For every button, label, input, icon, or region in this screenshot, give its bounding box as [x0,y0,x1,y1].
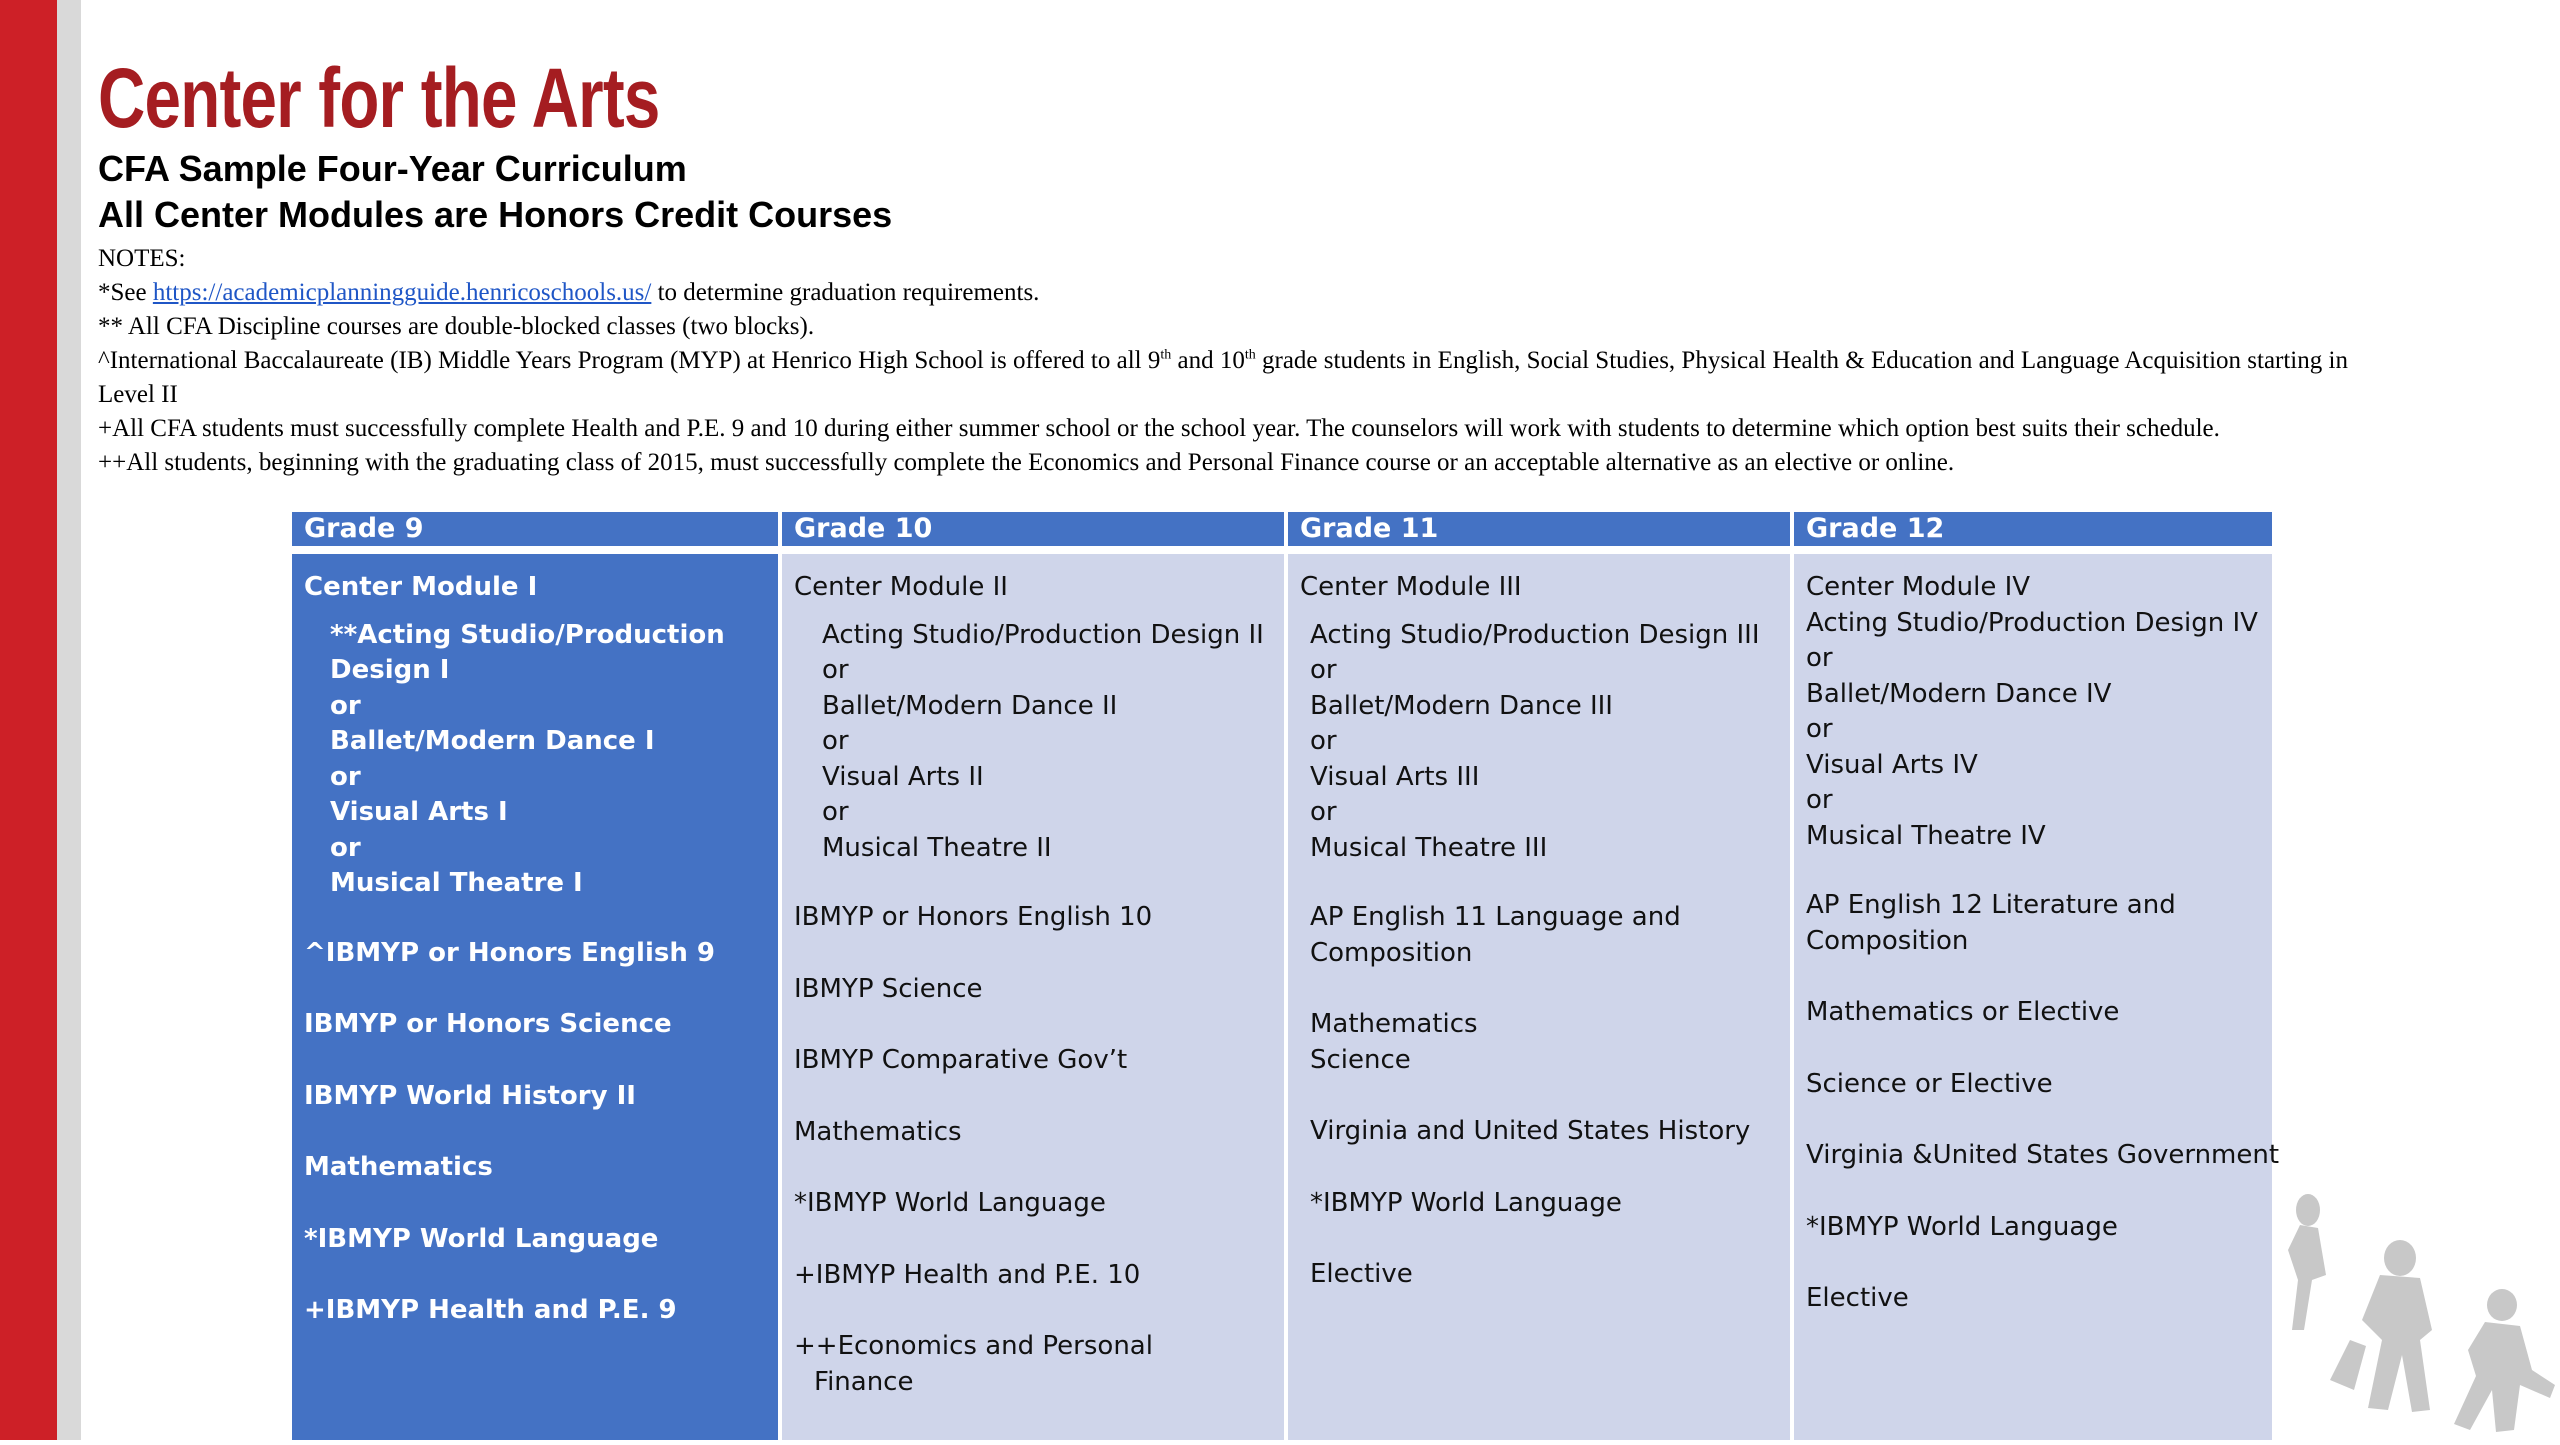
g11-course-language: *IBMYP World Language [1310,1187,1622,1218]
g9-course-history: IBMYP World History II [304,1080,636,1111]
note-3-part-c: grade students in English, Social Studies, Physical Health & Education and Language Acquisition starting in Level II [98,347,2348,408]
g12-course-english: AP English 12 Literature and [1806,890,2176,920]
g9-discipline-dance: Ballet/Modern Dance I [330,726,655,756]
left-red-bar [0,0,57,1440]
g9-course-english: ^IBMYP or Honors English 9 [304,937,715,968]
note-3-sup-1: th [1160,347,1172,363]
note-3-part-a: ^International Baccalaureate (IB) Middle Years Program (MYP) at Henrico High School is offered to all 9 [98,347,1161,374]
g10-course-science: IBMYP Science [794,973,983,1004]
g10-course-health-pe: +IBMYP Health and P.E. 10 [794,1259,1141,1290]
g9-or-2: or [330,761,361,792]
g12-discipline-acting: Acting Studio/Production Design IV [1806,607,2258,638]
g12-or-3: or [1806,785,1833,815]
header-grade-11: Grade 11 [1288,512,1794,546]
g10-course-english: IBMYP or Honors English 10 [794,902,1153,932]
note-1-prefix: *See [98,279,153,306]
header-grade-9: Grade 9 [292,512,782,546]
g11-or-2: or [1310,726,1337,756]
table-body-row [292,554,2280,1440]
g11-discipline-visual-arts: Visual Arts III [1310,761,1480,792]
left-gray-bar [57,0,81,1440]
planning-guide-link[interactable]: https://academicplanningguide.henricoschools.us/ [152,279,652,306]
g9-course-language: *IBMYP World Language [304,1223,659,1254]
g11-course-english: AP English 11 Language and [1310,902,1681,932]
g10-course-language: *IBMYP World Language [794,1188,1106,1218]
notes-label: NOTES: [98,245,186,272]
g9-course-math: Mathematics [304,1152,493,1182]
g11-course-science: Science [1310,1044,1411,1075]
g9-course-science: IBMYP or Honors Science [304,1009,672,1039]
note-1 [98,276,2398,310]
g12-discipline-dance: Ballet/Modern Dance IV [1806,678,2112,709]
g10-course-math: Mathematics [794,1116,962,1147]
g12-course-elective: Elective [1806,1283,1909,1313]
g10-discipline-visual-arts: Visual Arts II [822,761,984,792]
notes-section [98,242,2398,480]
g10-or-1: or [822,655,849,685]
g10-course-economics-cont: Finance [814,1366,914,1397]
g12-course-science: Science or Elective [1806,1068,2053,1099]
header-grade-12: Grade 12 [1794,512,2272,546]
g10-or-3: or [822,797,849,827]
g11-discipline-acting: Acting Studio/Production Design III [1310,619,1760,650]
g12-discipline-visual-arts: Visual Arts IV [1806,749,1978,780]
g10-course-economics: ++Economics and Personal [794,1331,1153,1361]
page-title: Center for the Arts [98,51,660,145]
grade-11-column [1288,554,1794,1440]
g11-discipline-dance: Ballet/Modern Dance III [1310,690,1613,721]
g12-course-language: *IBMYP World Language [1806,1211,2118,1242]
g10-discipline-acting: Acting Studio/Production Design II [822,619,1264,650]
performing-artists-silhouette-icon [2270,1180,2560,1440]
g9-or-3: or [330,832,361,863]
note-3-sup-2: th [1244,347,1256,363]
g11-discipline-musical-theatre: Musical Theatre III [1310,832,1548,863]
g10-discipline-musical-theatre: Musical Theatre II [822,832,1052,863]
curriculum-table [292,512,2280,1440]
g9-or-1: or [330,690,361,721]
g12-or-1: or [1806,643,1833,673]
grade-9-column [292,554,782,1440]
subtitle-curriculum: CFA Sample Four-Year Curriculum [98,148,687,189]
g12-or-2: or [1806,714,1833,744]
g12-course-english-cont: Composition [1806,925,1969,956]
note-1-suffix: to determine graduation requirements. [651,279,1040,306]
g10-or-2: or [822,726,849,756]
g11-course-math: Mathematics [1310,1009,1478,1039]
g9-discipline-acting: **Acting Studio/Production [330,619,725,650]
g10-course-government: IBMYP Comparative Gov’t [794,1045,1128,1075]
g10-discipline-dance: Ballet/Modern Dance II [822,690,1118,721]
note-2: ** All CFA Discipline courses are double-blocked classes (two blocks). [98,313,815,340]
g11-course-history: Virginia and United States History [1310,1116,1751,1146]
g9-discipline-musical-theatre: Musical Theatre I [330,868,583,898]
g11-module: Center Module III [1300,572,1522,602]
g11-course-english-cont: Composition [1310,937,1473,968]
grade-10-column [782,554,1288,1440]
g12-discipline-musical-theatre: Musical Theatre IV [1806,820,2046,851]
note-5: ++All students, beginning with the graduating class of 2015, must successfully complete the Economics and Personal Finance course or an acceptable alternative as an elective or online. [98,449,1955,476]
g9-discipline-visual-arts: Visual Arts I [330,797,508,827]
g11-or-3: or [1310,797,1337,827]
header-grade-10: Grade 10 [782,512,1288,546]
g12-module: Center Module IV [1806,572,2031,602]
page-header [98,50,2538,480]
g12-course-government: Virginia &United States Government [1806,1140,2280,1170]
g9-module: Center Module I [304,572,538,602]
g11-or-1: or [1310,655,1337,685]
g11-course-elective: Elective [1310,1259,1413,1289]
g9-discipline-acting-cont: Design I [330,655,450,685]
note-3-part-b: and 10 [1171,347,1245,374]
g10-module: Center Module II [794,572,1008,602]
subtitle-honors: All Center Modules are Honors Credit Courses [98,194,893,235]
g12-course-math: Mathematics or Elective [1806,997,2120,1027]
table-header-row [292,512,2272,546]
grade-12-column [1794,554,2280,1440]
g9-course-health-pe: +IBMYP Health and P.E. 9 [304,1295,677,1325]
note-4: +All CFA students must successfully complete Health and P.E. 9 and 10 during either summer school or the school year. The counselors will work with students to determine which option best suits their schedule. [98,415,2220,442]
note-3 [98,344,2398,412]
